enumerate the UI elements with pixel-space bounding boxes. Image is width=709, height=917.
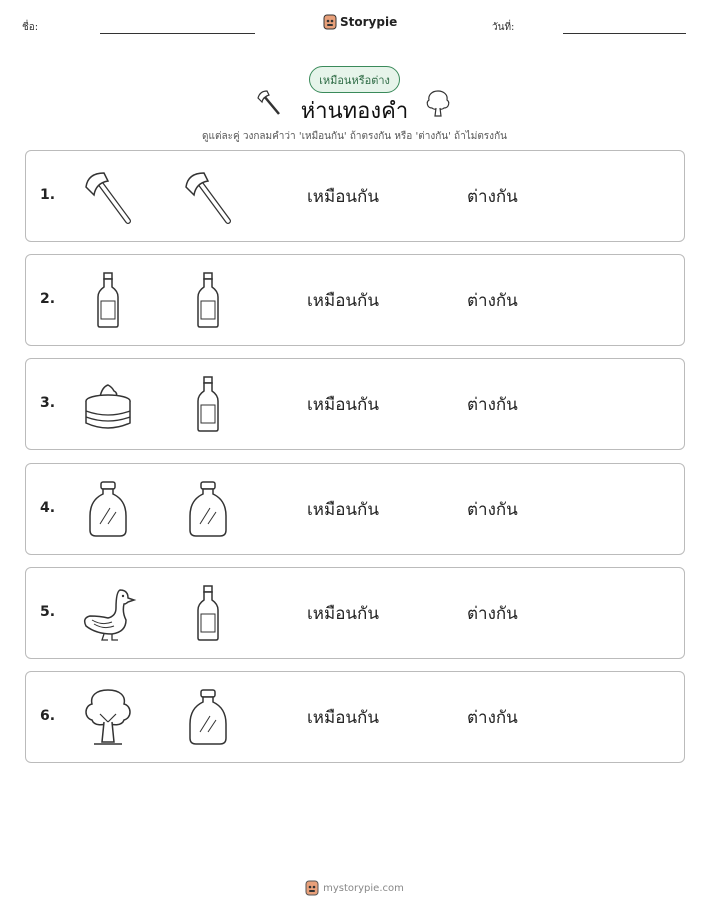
axe-icon: [78, 165, 138, 227]
different-option[interactable]: ต่างกัน: [467, 604, 518, 624]
goose-icon: [78, 582, 138, 644]
worksheet-type-badge: เหมือนหรือต่าง: [309, 66, 400, 93]
row-number: 1.: [40, 187, 56, 203]
same-option[interactable]: เหมือนกัน: [307, 187, 379, 207]
exercise-row: [25, 671, 685, 763]
row-number: 4.: [40, 500, 56, 516]
row-number: 2.: [40, 291, 56, 307]
row-number: 6.: [40, 708, 56, 724]
exercise-row: [25, 358, 685, 450]
bottle-icon: [178, 373, 238, 435]
name-line[interactable]: [100, 33, 255, 34]
tree-icon: [78, 686, 138, 748]
exercise-row: [25, 463, 685, 555]
row-number: 5.: [40, 604, 56, 620]
storypie-mascot-icon: [323, 14, 337, 30]
different-option[interactable]: ต่างกัน: [467, 500, 518, 520]
row-number: 3.: [40, 395, 56, 411]
footer: [0, 880, 709, 896]
same-option[interactable]: เหมือนกัน: [307, 604, 379, 624]
flask-icon: [178, 686, 238, 748]
date-label: วันที่:: [492, 22, 515, 33]
same-option[interactable]: เหมือนกัน: [307, 500, 379, 520]
same-option[interactable]: เหมือนกัน: [307, 291, 379, 311]
axe-icon: [178, 165, 238, 227]
instructions: ดูแต่ละคู่ วงกลมคำว่า 'เหมือนกัน' ถ้าตรงกัน หรือ 'ต่างกัน' ถ้าไม่ตรงกัน: [202, 131, 507, 142]
bottle-icon: [178, 582, 238, 644]
footer-url[interactable]: mystorypie.com: [323, 882, 404, 894]
exercise-row: [25, 254, 685, 346]
name-label: ชื่อ:: [22, 22, 39, 33]
brand-name: Storypie: [340, 15, 398, 29]
cake-icon: [78, 373, 138, 435]
exercise-row: [25, 150, 685, 242]
flask-icon: [78, 478, 138, 540]
different-option[interactable]: ต่างกัน: [467, 187, 518, 207]
bottle-icon: [178, 269, 238, 331]
brand-logo: [323, 14, 397, 30]
date-line[interactable]: [563, 33, 686, 34]
flask-icon: [178, 478, 238, 540]
different-option[interactable]: ต่างกัน: [467, 291, 518, 311]
different-option[interactable]: ต่างกัน: [467, 708, 518, 728]
tree-icon: [423, 88, 453, 118]
same-option[interactable]: เหมือนกัน: [307, 708, 379, 728]
bottle-icon: [78, 269, 138, 331]
page-title: ห่านทองคำ: [300, 99, 409, 124]
same-option[interactable]: เหมือนกัน: [307, 395, 379, 415]
exercise-row: [25, 567, 685, 659]
storypie-mascot-icon: [305, 880, 319, 896]
different-option[interactable]: ต่างกัน: [467, 395, 518, 415]
